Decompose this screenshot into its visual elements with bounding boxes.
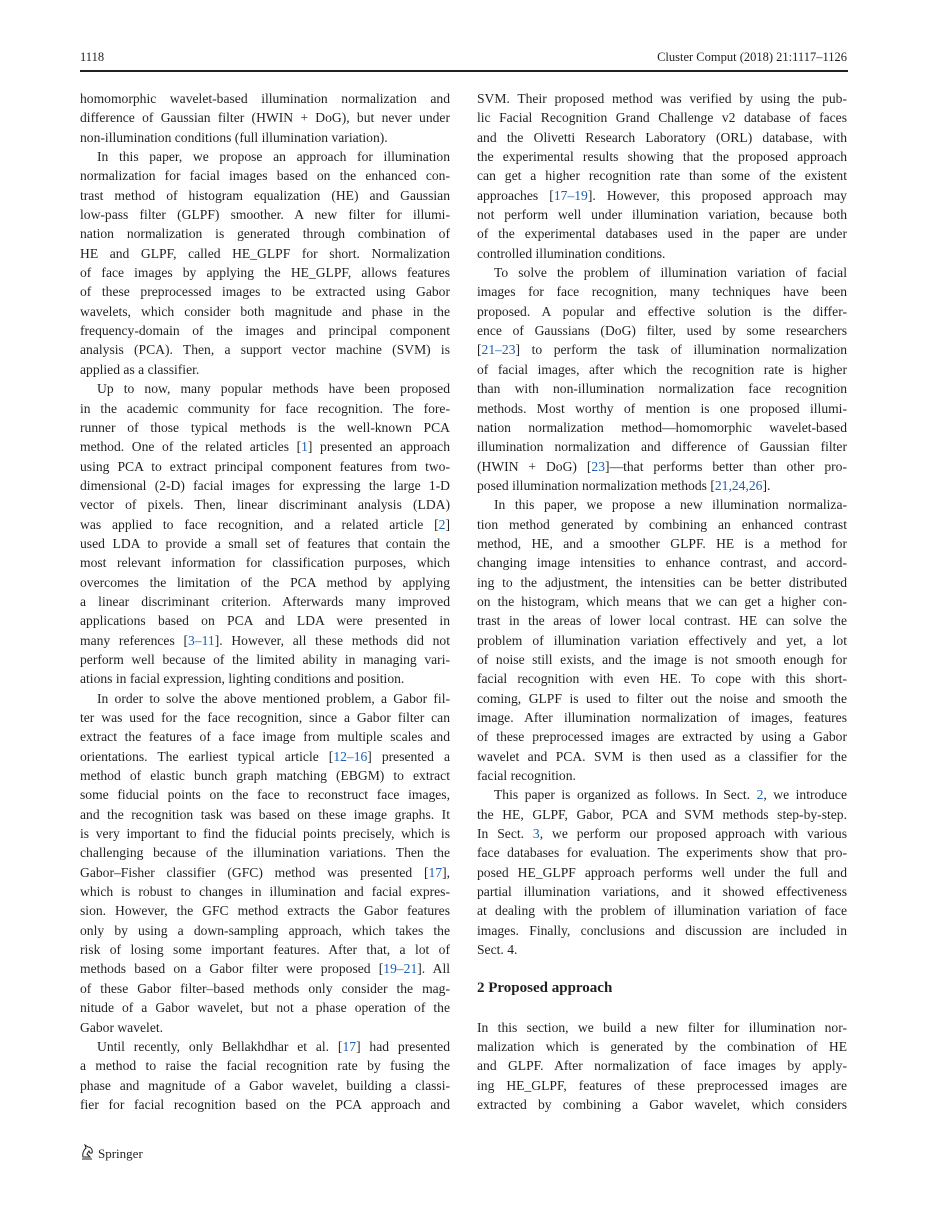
paragraph [80,147,450,379]
citation-link[interactable]: 17–19 [553,187,588,203]
text-line: and GLPF. After normalization of face images by apply- [477,1058,847,1074]
text-line: extracted by combining a Gabor wavelet, which considers [477,1096,847,1112]
text-line: of these preprocessed images to be extracted using Gabor [80,284,450,300]
paragraph [80,689,450,1037]
text-line: can get a higher recognition rate than some of the existent [477,168,847,184]
text-line: method of elastic bunch graph matching (EBGM) to extract [80,768,450,784]
text-line: lic Facial Recognition Grand Challenge v2 database of faces [477,110,847,126]
text-line: changing image intensities to enhance contrast, and accord- [477,555,847,571]
text-line: ing to the adjustment, the intensities can be better distributed [477,574,847,590]
text-line: coming, GLPF is used to filter out the noise and smooth the [477,690,847,706]
text-line: at dealing with the problem of illumination variation of face [477,903,847,919]
text-line: in the academic community for face recognition. The fore- [80,400,450,416]
text-line: trast in the areas of lower local contrast. HE can solve the [477,613,847,629]
text-line: partial illumination variations, and it showed effectiveness [477,884,847,900]
citation-link[interactable]: 21,24,26 [714,477,763,493]
text-line: difference of Gaussian filter (HWIN + DoG), but never under [80,110,450,126]
text-line: of these Gabor filter–based methods only consider the mag- [80,980,450,996]
text-line: ing HE_GLPF, features of these preprocessed images are [477,1077,847,1093]
citation-link[interactable]: 19–21 [383,961,418,977]
text-line: To solve the problem of illumination variation of facial [494,265,847,281]
text-line: nation normalization method—homomorphic wavelet-based [477,419,847,435]
paragraph [80,379,450,689]
text-line: sion. However, the GFC method extracts the Gabor features [80,903,450,919]
text-line: Up to now, many popular methods have been proposed [97,381,450,397]
section-link[interactable]: 3 [532,826,540,842]
text-line: SVM. Their proposed method was verified by using the pub- [477,91,847,106]
paragraph [80,1037,450,1114]
text-line: extract the features of a face image from multiple scales and [80,729,450,745]
paragraph [477,263,847,495]
text-line: Gabor wavelet. [80,1019,164,1035]
section-link[interactable]: 2 [756,787,764,803]
text-line: non-illumination conditions (full illumination variation). [80,129,388,145]
text-line: overcomes the limitation of the PCA method by applying [80,574,450,590]
paragraph [477,89,847,263]
text-line: facial recognition with even HE. To cope with this short- [477,671,847,687]
text-line: and the Olivetti Research Laboratory (ORL) database, with [477,129,847,145]
text-line: method, HE, and a smoother GLPF. HE is a method for [477,535,847,551]
text-line: In this paper, we propose an approach for illumination [97,149,450,165]
text-line: images for face recognition, many techniques have been [477,284,847,300]
running-header-journal: Cluster Comput (2018) 21:1117–1126 [657,50,847,64]
paragraph [80,89,450,147]
text-line: not perform well under illumination variation, because both [477,207,847,223]
header-rule [80,70,848,72]
paragraph [477,495,847,785]
text-line: ence of Gaussians (DoG) filter, used by some researchers [477,323,847,339]
text-line: facial recognition. [477,768,576,784]
text-line: of noise still exists, and the image is not smooth enough for [477,651,847,667]
left-column [80,89,450,1114]
springer-logo-icon [80,1144,94,1164]
text-line: homomorphic wavelet-based illumination normalization and [80,91,450,106]
text-line: used LDA to provide a small set of features that contain the [80,535,450,551]
text-line: of these preprocessed images are extracted by using a Gabor [477,729,847,745]
text-line: controlled illumination conditions. [477,245,666,261]
citation-link[interactable]: 23 [591,458,605,474]
text-line: applied as a classifier. [80,361,200,377]
citation-link[interactable]: 21–23 [481,342,516,358]
text-line: on the histogram, which means that we can get a higher con- [477,593,847,609]
text-line: images. Finally, conclusions and discussion are included in [477,922,847,938]
text-line: applications based on PCA and LDA were presented in [80,613,450,629]
text-line: risk of losing some important features. After that, a lot of [80,942,450,958]
citation-link[interactable]: 17 [342,1038,357,1054]
text-line: posed illumination normalization methods [21,24,26]. [477,477,771,493]
text-line: low-pass filter (GLPF) smoother. A new filter for illumi- [80,207,450,223]
text-line: nation normalization is generated through combination of [80,226,450,242]
text-line: perform well because of the limited ability in managing vari- [80,651,450,667]
text-line: (HWIN + DoG) [23]—that performs better than other pro- [477,458,847,474]
text-line: only by using a down-sampling approach, which takes the [80,922,450,938]
text-line: This paper is organized as follows. In Sect. 2, we introduce [494,787,847,803]
text-line: approaches [17–19]. However, this proposed approach may [477,187,847,203]
section-heading: 2 Proposed approach [477,979,613,996]
text-line: tion method generated by combining an enhanced contrast [477,516,847,532]
text-line: many references [3–11]. However, all these methods did not [80,632,450,648]
text-line: the experimental results showing that the proposed approach [477,149,847,165]
text-line: most relevant information for classification purposes, which [80,555,450,571]
text-line: ations in facial expression, lighting conditions and position. [80,671,405,687]
text-line: using PCA to extract principal component features from two- [80,458,450,474]
text-line: proposed. A popular and effective solution is the differ- [477,303,847,319]
text-line: nitude of a Gabor wavelet, but not a phase operation of the [80,1000,450,1016]
text-line: some fiducial points on the face to reconstruct face images, [80,787,450,803]
text-line: dimensional (2-D) facial images for expressing the large 1-D [80,477,450,493]
text-line: face databases for evaluation. The experiments show that pro- [477,845,847,861]
text-line: illumination normalization and difference of Gaussian filter [477,439,847,455]
text-line: methods. Most worthy of mention is one proposed illumi- [477,400,847,416]
page-number: 1118 [80,50,105,64]
citation-link[interactable]: 17 [428,864,443,880]
text-line: trast method of histogram equalization (HE) and Gaussian [80,187,450,203]
text-line: Gabor–Fisher classifier (GFC) method was presented [17], [80,864,450,880]
text-line: malization which is generated by the combination of HE [477,1038,847,1054]
text-line: In this section, we build a new filter for illumination nor- [477,1019,847,1035]
text-line: HE and GLPF, called HE_GLPF for short. Normalization [80,245,450,261]
text-line: and the recognition task was based on these image graphs. It [80,806,450,822]
text-line: challenging because of the illumination variations. Then the [80,845,450,861]
text-line: the HE, GLPF, Gabor, PCA and SVM methods step-by-step. [477,806,847,822]
right-column [477,89,847,1114]
publisher-name: Springer [98,1146,143,1161]
text-line: method. One of the related articles [1] presented an approach [80,439,450,455]
text-line: normalization for facial images based on the enhanced con- [80,168,450,184]
text-line: posed HE_GLPF approach performs well under the full and [477,864,847,880]
paragraph [477,1018,847,1115]
text-line: orientations. The earliest typical article [12–16] presented a [80,748,450,764]
text-line: In order to solve the above mentioned problem, a Gabor fil- [97,690,450,706]
text-line: In this paper, we propose a new illumination normaliza- [494,497,847,513]
citation-link[interactable]: 12–16 [333,748,368,764]
text-line: ter was used for the face recognition, since a Gabor filter can [80,710,450,725]
text-line: analysis (PCA). Then, a support vector machine (SVM) is [80,342,450,358]
text-line: Sect. 4. [477,942,518,958]
text-line: phase and magnitude of a Gabor wavelet, building a classi- [80,1077,450,1093]
text-line: In Sect. 3, we perform our proposed approach with various [477,826,847,842]
text-line: vector of pixels. Then, linear discriminant analysis (LDA) [80,497,450,513]
text-line: of the experimental databases used in the paper are under [477,226,847,242]
text-line: image. After illumination normalization of images, features [477,710,847,725]
text-line: [21–23] to perform the task of illumination normalization [477,342,847,358]
text-line: a linear discriminant criterion. Afterwards many improved [80,593,450,609]
paragraph [477,785,847,959]
text-line: of face images by applying the HE_GLPF, allows features [80,265,450,281]
text-line: Until recently, only Bellakhdhar et al. [17] had presented [97,1038,450,1054]
text-line: fier for facial recognition based on the PCA approach and [80,1096,450,1112]
citation-link[interactable]: 1 [301,439,308,455]
text-line: runner of those typical methods is the well-known PCA [80,419,450,435]
text-line: frequency-domain of the images and principal component [80,323,450,339]
footer [80,1144,143,1164]
text-line: methods based on a Gabor filter were proposed [19–21]. All [80,961,450,977]
text-line: than with non-illumination normalization face recognition [477,381,847,397]
text-line: is very important to find the fiducial points precisely, which is [80,826,450,842]
text-line: a method to raise the facial recognition rate by fusing the [80,1058,450,1074]
text-line: was applied to face recognition, and a related article [2] [80,516,450,532]
text-line: of facial images, after which the recognition rate is higher [477,361,847,377]
text-line: wavelet and PCA. SVM is then used as a classifier for the [477,748,847,764]
text-line: wavelets, which consider both magnitude and phase in the [80,303,450,319]
text-line: problem of illumination variation effectively and yet, a lot [477,632,847,648]
citation-link[interactable]: 2 [438,516,446,532]
text-line: which is robust to changes in illumination and facial expres- [80,884,450,900]
citation-link[interactable]: 3–11 [188,632,215,648]
